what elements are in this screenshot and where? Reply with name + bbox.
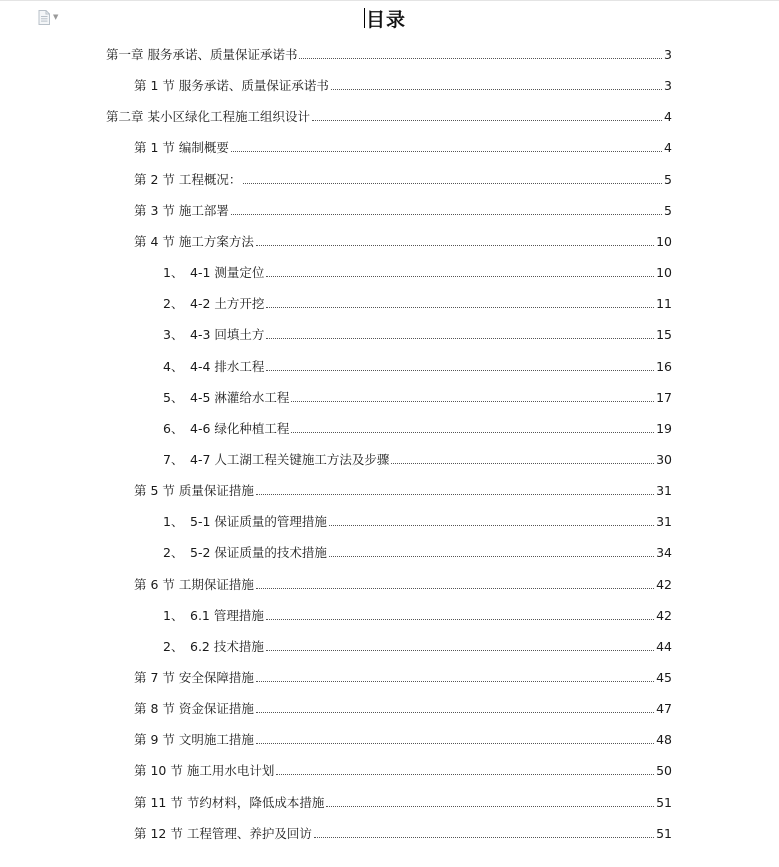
toc-dot-leader bbox=[256, 245, 654, 246]
toc-entry-text: 第 2 节 工程概况： bbox=[134, 171, 242, 187]
toc-entry-text: 第 1 节 编制概要 bbox=[134, 140, 229, 156]
toc-dot-leader bbox=[266, 370, 654, 371]
toc-entry-number: 2、 bbox=[163, 545, 184, 561]
toc-entry-number: 7、 bbox=[163, 451, 184, 467]
toc-dot-leader bbox=[256, 494, 654, 495]
toc-entry-text bbox=[163, 514, 327, 530]
toc-dot-leader bbox=[299, 58, 662, 59]
toc-entry-label: 4-5 淋灌给水工程 bbox=[190, 389, 290, 405]
toc-page-number: 19 bbox=[656, 420, 672, 436]
page-title: 目录 bbox=[366, 8, 407, 31]
toc-entry-text: 第 6 节 工期保证措施 bbox=[134, 576, 254, 592]
toc-page-number: 3 bbox=[664, 78, 672, 94]
toc-entry-number: 5、 bbox=[163, 389, 184, 405]
toc-dot-leader bbox=[243, 183, 662, 184]
toc-dot-leader bbox=[256, 681, 654, 682]
toc-page-number: 44 bbox=[656, 638, 672, 654]
toc-entry-label: 6.1 管理措施 bbox=[190, 607, 264, 623]
document-icon bbox=[38, 10, 50, 25]
title-area[interactable] bbox=[364, 5, 406, 31]
toc-page-number: 5 bbox=[664, 202, 672, 218]
toc-entry[interactable] bbox=[0, 730, 672, 748]
toc-entry[interactable] bbox=[0, 388, 672, 406]
toc-entry-label: 5-1 保证质量的管理措施 bbox=[190, 514, 327, 530]
toc-dot-leader bbox=[326, 806, 654, 807]
toc-dot-leader bbox=[266, 619, 654, 620]
toc-entry[interactable] bbox=[0, 575, 672, 593]
toc-dot-leader bbox=[291, 432, 654, 433]
toc-entry[interactable] bbox=[0, 232, 672, 250]
toc-page-number: 15 bbox=[656, 327, 672, 343]
toc-entry[interactable] bbox=[0, 543, 672, 561]
toc-entry-number: 6、 bbox=[163, 420, 184, 436]
toc-entry-label: 4-1 测量定位 bbox=[190, 265, 265, 280]
toc-entry-text: 第 9 节 文明施工措施 bbox=[134, 732, 254, 748]
toc-entry-text bbox=[163, 421, 289, 437]
toc-entry[interactable] bbox=[0, 357, 672, 375]
toc-entry[interactable] bbox=[0, 76, 672, 94]
toc-dot-leader bbox=[266, 276, 654, 277]
toc-page-number: 10 bbox=[656, 233, 672, 249]
toc-entry-text: 第 7 节 安全保障措施 bbox=[134, 670, 254, 685]
toc-page-number: 11 bbox=[656, 296, 672, 312]
toc-dot-leader bbox=[329, 556, 654, 557]
toc-entry[interactable] bbox=[0, 637, 672, 655]
document-menu[interactable] bbox=[38, 8, 58, 26]
toc-entry-number: 3、 bbox=[163, 327, 184, 343]
toc-dot-leader bbox=[331, 89, 662, 90]
toc-entry[interactable] bbox=[0, 481, 672, 499]
toc-entry[interactable] bbox=[0, 668, 672, 686]
toc-dot-leader bbox=[256, 743, 654, 744]
toc-entry-text bbox=[163, 359, 264, 375]
toc-page-number: 31 bbox=[656, 483, 672, 499]
toc-dot-leader bbox=[276, 774, 654, 775]
toc-entry-text: 第 3 节 施工部署 bbox=[134, 202, 229, 218]
toc-entry-text: 第 11 节 节约材料，降低成本措施 bbox=[134, 794, 325, 810]
toc-page-number: 5 bbox=[664, 171, 672, 187]
toc-entry[interactable] bbox=[0, 107, 672, 125]
toc-entry[interactable] bbox=[0, 419, 672, 437]
toc-entry-text bbox=[163, 296, 264, 312]
toc-page-number: 4 bbox=[664, 109, 672, 125]
toc-entry-text: 第 12 节 工程管理、养护及回访 bbox=[134, 825, 312, 841]
toc-entry-text bbox=[163, 390, 289, 406]
toc-dot-leader bbox=[231, 151, 662, 152]
toc-page-number: 42 bbox=[656, 576, 672, 592]
toc-entry-label: 4-3 回填土方 bbox=[190, 327, 265, 343]
toc-dot-leader bbox=[256, 588, 654, 589]
toc-page-number: 34 bbox=[656, 545, 672, 561]
toc-page-number: 51 bbox=[656, 825, 672, 841]
toc-page-number: 51 bbox=[656, 794, 672, 810]
toc-entry-text: 第 10 节 施工用水电计划 bbox=[134, 763, 275, 779]
toc-entry-label: 4-4 排水工程 bbox=[190, 358, 265, 374]
toc-dot-leader bbox=[256, 712, 654, 713]
toc-page-number: 47 bbox=[656, 701, 672, 717]
toc-entry-text: 第 1 节 服务承诺、质量保证承诺书 bbox=[134, 78, 329, 94]
toc-entry-text bbox=[163, 452, 389, 468]
toc-entry-text: 第 5 节 质量保证措施 bbox=[134, 483, 254, 499]
toc-entry-label: 4-2 土方开挖 bbox=[190, 296, 265, 312]
toc-entry[interactable] bbox=[0, 138, 672, 156]
toc-entry-text bbox=[163, 639, 264, 655]
toc-entry-text bbox=[163, 545, 327, 561]
toc-page-number: 4 bbox=[664, 140, 672, 156]
toc-entry-number: 4、 bbox=[163, 358, 184, 374]
page-top-border bbox=[0, 0, 779, 1]
toc-entry-label: 5-2 保证质量的技术措施 bbox=[190, 545, 327, 561]
toc-page-number: 30 bbox=[656, 451, 672, 467]
toc-entry-number: 2、 bbox=[163, 638, 184, 654]
toc-page-number: 17 bbox=[656, 389, 672, 405]
toc-dot-leader bbox=[266, 307, 654, 308]
toc-dot-leader bbox=[314, 837, 654, 838]
toc-entry[interactable] bbox=[0, 512, 672, 530]
toc-page-number: 42 bbox=[656, 607, 672, 623]
toc-page-number: 50 bbox=[656, 763, 672, 779]
toc-entry-text: 第二章 某小区绿化工程施工组织设计 bbox=[106, 109, 310, 125]
toc-entry-label: 6.2 技术措施 bbox=[190, 638, 264, 654]
toc-entry[interactable] bbox=[0, 45, 672, 63]
toc-entry[interactable] bbox=[0, 824, 672, 842]
toc-entry[interactable] bbox=[0, 793, 672, 811]
toc-page-number: 10 bbox=[656, 265, 672, 280]
toc-entry-label: 4-6 绿化种植工程 bbox=[190, 420, 290, 436]
toc-entry-number: 1、 bbox=[163, 265, 184, 280]
toc-page-number: 3 bbox=[664, 47, 672, 62]
toc-entry-text bbox=[163, 265, 264, 281]
toc-dot-leader bbox=[231, 214, 662, 215]
toc-page-number: 48 bbox=[656, 732, 672, 748]
toc-entry[interactable] bbox=[0, 325, 672, 343]
toc-entry-text: 第 4 节 施工方案方法 bbox=[134, 233, 254, 249]
toc-entry-number: 1、 bbox=[163, 607, 184, 623]
toc-page-number: 31 bbox=[656, 514, 672, 530]
toc-entry[interactable] bbox=[0, 606, 672, 624]
toc-entry[interactable] bbox=[0, 170, 672, 188]
toc-entry-label: 4-7 人工湖工程关键施工方法及步骤 bbox=[190, 451, 390, 467]
toc-entry[interactable] bbox=[0, 294, 672, 312]
toc-dot-leader bbox=[391, 463, 654, 464]
text-cursor bbox=[364, 8, 365, 28]
toc-dot-leader bbox=[291, 401, 654, 402]
toc-page-number: 16 bbox=[656, 358, 672, 374]
toc-entry-text bbox=[163, 327, 264, 343]
toc-dot-leader bbox=[312, 120, 662, 121]
toc-dot-leader bbox=[266, 650, 654, 651]
toc-entry[interactable] bbox=[0, 699, 672, 717]
chevron-down-icon: ▼ bbox=[53, 12, 59, 21]
toc-entry[interactable] bbox=[0, 761, 672, 779]
toc-entry[interactable] bbox=[0, 450, 672, 468]
toc-entry-text bbox=[163, 608, 264, 624]
toc-entry-text: 第 8 节 资金保证措施 bbox=[134, 701, 254, 717]
toc-entry-text: 第一章 服务承诺、质量保证承诺书 bbox=[106, 47, 298, 62]
toc-dot-leader bbox=[329, 525, 654, 526]
toc-entry-number: 2、 bbox=[163, 296, 184, 312]
toc-entry[interactable] bbox=[0, 201, 672, 219]
toc-entry[interactable] bbox=[0, 263, 672, 281]
toc-page-number: 45 bbox=[656, 670, 672, 685]
toc-entry-number: 1、 bbox=[163, 514, 184, 530]
toc-dot-leader bbox=[266, 338, 654, 339]
